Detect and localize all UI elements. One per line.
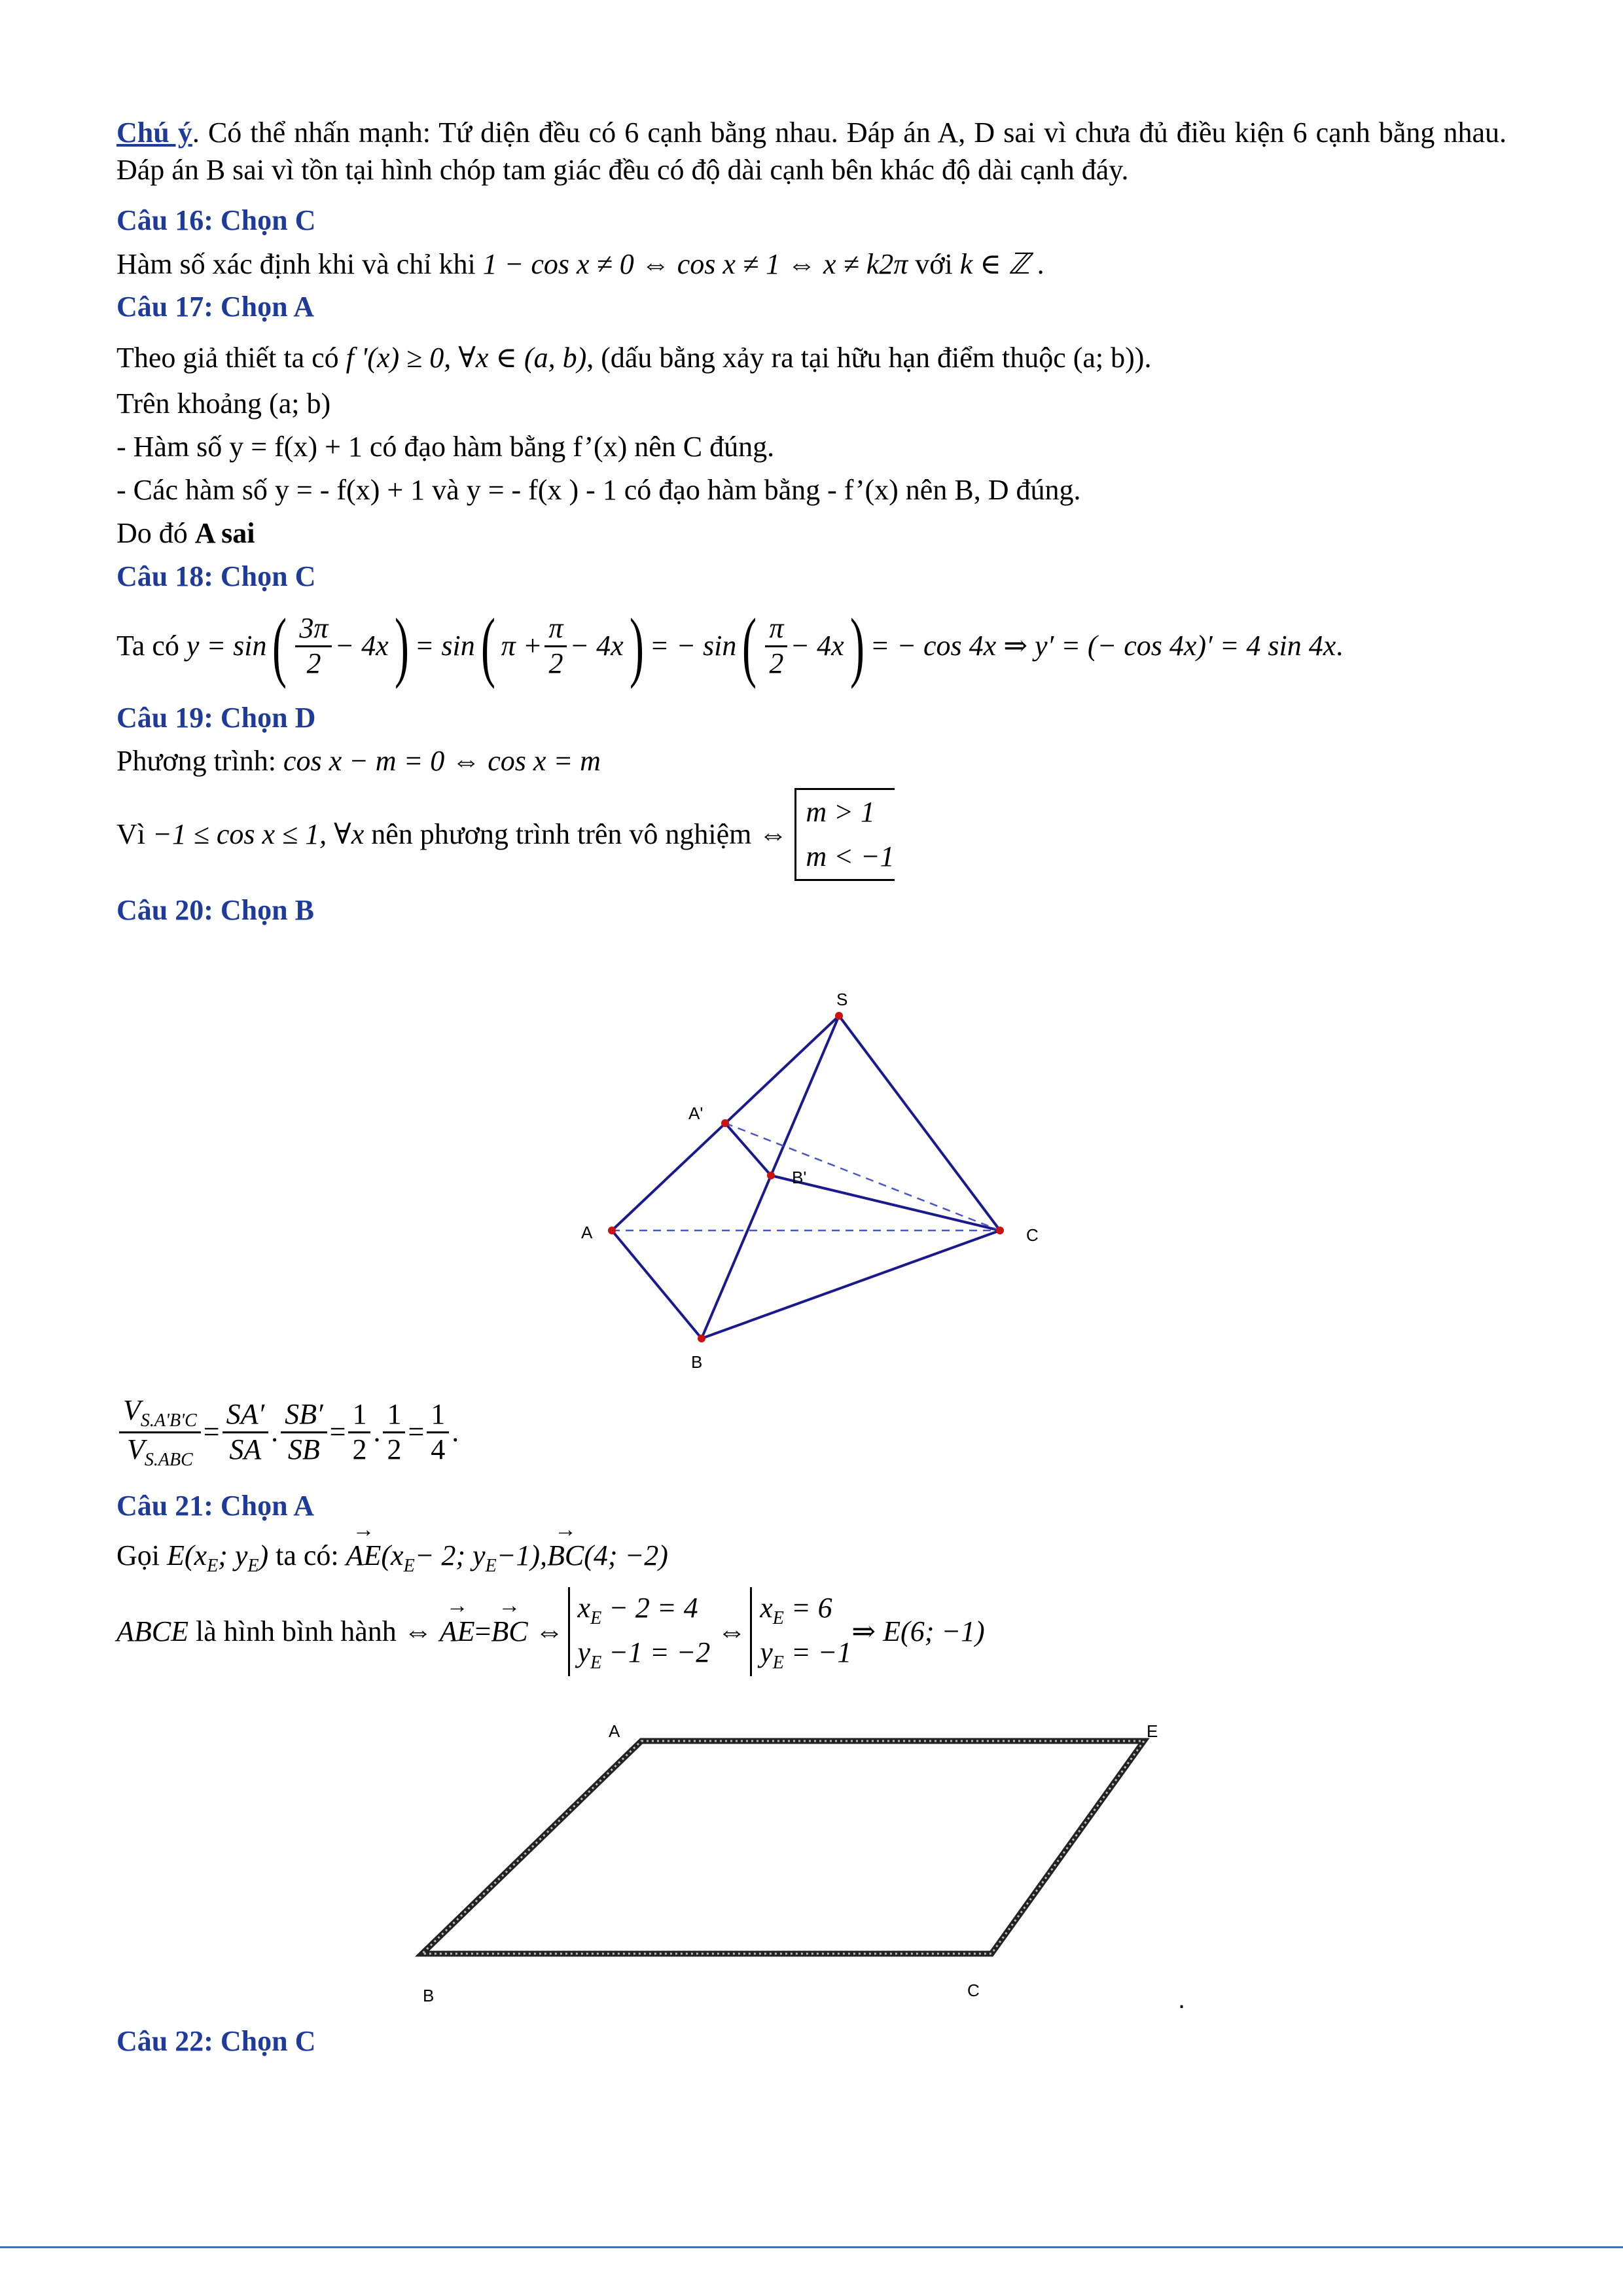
q21-line2-lhs: ABCE (116, 1615, 188, 1648)
q21-vector-bc: → BC (547, 1537, 584, 1574)
q18-frac-2: $\frac{\pi}{2}$ (544, 612, 567, 680)
q21-vector-ae: → AE (346, 1537, 382, 1574)
q18-ta-co: Ta có (116, 630, 179, 662)
q18-frac-1: $\frac{3\pi}{2}$ (295, 612, 332, 680)
q20-dot-1: . (271, 1416, 279, 1448)
q20-frac-half-1: $\frac{1}{2}$ (348, 1398, 370, 1466)
q18-rparen-1: ) (394, 602, 409, 689)
q18-y-eq: y = sin (186, 630, 267, 662)
q20-frac-quarter: $\frac{1}{4}$ (427, 1398, 449, 1466)
q18-lparen-2: ( (480, 602, 495, 689)
label-C: C (967, 1981, 980, 2000)
label-A: A (581, 1223, 593, 1242)
q20-volume-fraction: $\frac{V_{S.A'B'C}}{V_{S.ABC}}$ (119, 1394, 201, 1471)
q18-end: . (1336, 630, 1344, 662)
q18-lparen-1: ( (272, 602, 287, 689)
q18-eq-neg-sin: = − sin (649, 630, 737, 662)
q21-iff-1: ⇔ (535, 1615, 564, 1648)
note-text: . Có thể nhấn mạnh: Tứ diện đều có 6 cạnh bằng nhau. Đáp án A, D sai vì chưa đủ điều kiện 6 cạnh bằng nhau. Đáp án B sai vì tồn tại hình chóp tam giác đều có độ dài cạnh bên khác độ dài cạnh đáy. (116, 117, 1507, 187)
q19-heading: Câu 19: Chọn D (116, 702, 316, 734)
q16-with: với (915, 248, 953, 280)
q21-ae-coords: ($x_E- 2$; $y_E-1$), (381, 1539, 548, 1576)
q20-frac-sa: $\frac{SA'}{SA}$ (223, 1398, 269, 1466)
q17-intro: Theo giả thiết ta có (116, 342, 339, 374)
q21-vector-ae-2: → AE (440, 1613, 475, 1650)
q21-point-e: $E(x_E$; $y_E$) (167, 1539, 269, 1576)
q17-line2: Trên khoảng (a; b) (116, 387, 331, 420)
q17-condition: f '(x) ≥ 0, ∀x ∈ (a, b) (346, 342, 587, 374)
label-S: S (836, 990, 848, 1009)
q18-minus-4x-2: − 4x (569, 630, 624, 662)
q19-case-1: m > 1 (806, 795, 875, 828)
q21-bc-coords: (4; −2) (584, 1539, 668, 1571)
q20-frac-half-2: $\frac{1}{2}$ (383, 1398, 405, 1466)
q17-line3: - Hàm số y = f(x) + 1 có đạo hàm bằng f’(x) nên C đúng. (116, 431, 775, 463)
q16-intro: Hàm số xác định khi và chỉ khi (116, 248, 476, 280)
q21-system-1: $x_E - 2 = 4$ $y_E -1 = -2$ (568, 1587, 711, 1677)
label-B: B (691, 1352, 703, 1372)
q19-line2-text: nên phương trình trên vô nghiệm ⇔ (371, 818, 788, 851)
q19-line1-prefix: Phương trình: (116, 745, 276, 777)
q17-line4: - Các hàm số y = - f(x) + 1 và y = - f(x ) - 1 có đạo hàm bằng - f’(x) nên B, D đúng. (116, 474, 1081, 506)
label-B-prime: B' (792, 1168, 807, 1187)
q20-heading: Câu 20: Chọn B (116, 894, 314, 926)
q16-condition: 1 − cos x ≠ 0 ⇔ cos x ≠ 1 ⇔ x ≠ k2π (482, 248, 908, 280)
q17-heading: Câu 17: Chọn A (116, 291, 314, 323)
note-label: Chú ý (116, 117, 192, 149)
q21-heading: Câu 21: Chọn A (116, 1490, 314, 1522)
q21-result: ⇒ E(6; −1) (851, 1615, 985, 1648)
q16-end: . (1037, 248, 1044, 280)
label-B: B (423, 1986, 435, 2005)
footer-rule (0, 2246, 1623, 2248)
q19-line2-math: −1 ≤ cos x ≤ 1 (152, 818, 320, 851)
q20-eq-2: = (329, 1416, 346, 1448)
q18-minus-4x-1: − 4x (334, 630, 389, 662)
q21-line2-text: là hình bình hành ⇔ (195, 1615, 433, 1648)
q18-lparen-3: ( (742, 602, 757, 689)
label-A: A (609, 1721, 620, 1741)
q20-frac-sb: $\frac{SB'}{SB}$ (281, 1398, 327, 1466)
q20-end: . (452, 1416, 459, 1448)
q21-system-2: $x_E = 6$ $y_E = -1$ (750, 1587, 851, 1677)
q18-eq-sin: = sin (414, 630, 475, 662)
q20-dot-2: . (373, 1416, 381, 1448)
label-A-prime: A' (688, 1103, 704, 1123)
q21-iff-2: ⇔ (717, 1615, 747, 1648)
q19-line1-math: cos x − m = 0 ⇔ cos x = m (283, 745, 601, 777)
parallelogram-ABCE (422, 1741, 1144, 1954)
q18-frac-3: $\frac{\pi}{2}$ (765, 612, 787, 680)
q18-result: = − cos 4x ⇒ y′ = (− cos 4x)′ = 4 sin 4x (870, 630, 1336, 662)
q18-heading: Câu 18: Chọn C (116, 560, 316, 592)
q21-eq-sign: = (474, 1615, 491, 1648)
q18-rparen-2: ) (629, 602, 644, 689)
label-E: E (1147, 1721, 1158, 1741)
label-C: C (1026, 1225, 1039, 1245)
q16-heading: Câu 16: Chọn C (116, 204, 316, 236)
q18-pi-plus: π + (501, 630, 543, 662)
q21-ta-co: ta có: (276, 1539, 339, 1571)
q18-minus-4x-3: − 4x (790, 630, 844, 662)
q17-note: , (dấu bằng xảy ra tại hữu hạn điểm thuộc (a; b)). (586, 342, 1152, 374)
q22-heading: Câu 22: Chọn C (116, 2025, 316, 2057)
q19-case-2: m < −1 (806, 840, 895, 872)
q17-conclusion-prefix: Do đó (116, 517, 188, 549)
q17-conclusion-bold: A sai (194, 517, 255, 549)
q19-line2-forall: , ∀x (319, 818, 365, 851)
figure-period: . (1178, 1985, 1186, 2014)
q20-eq-1: = (203, 1416, 220, 1448)
q16-k-domain: k ∈ ℤ (959, 248, 1030, 280)
q20-eq-3: = (408, 1416, 425, 1448)
q21-vector-bc-2: → BC (491, 1613, 527, 1650)
q19-line2-prefix: Vì (116, 818, 145, 851)
q21-goi: Gọi (116, 1539, 160, 1571)
q18-rparen-3: ) (849, 602, 865, 689)
